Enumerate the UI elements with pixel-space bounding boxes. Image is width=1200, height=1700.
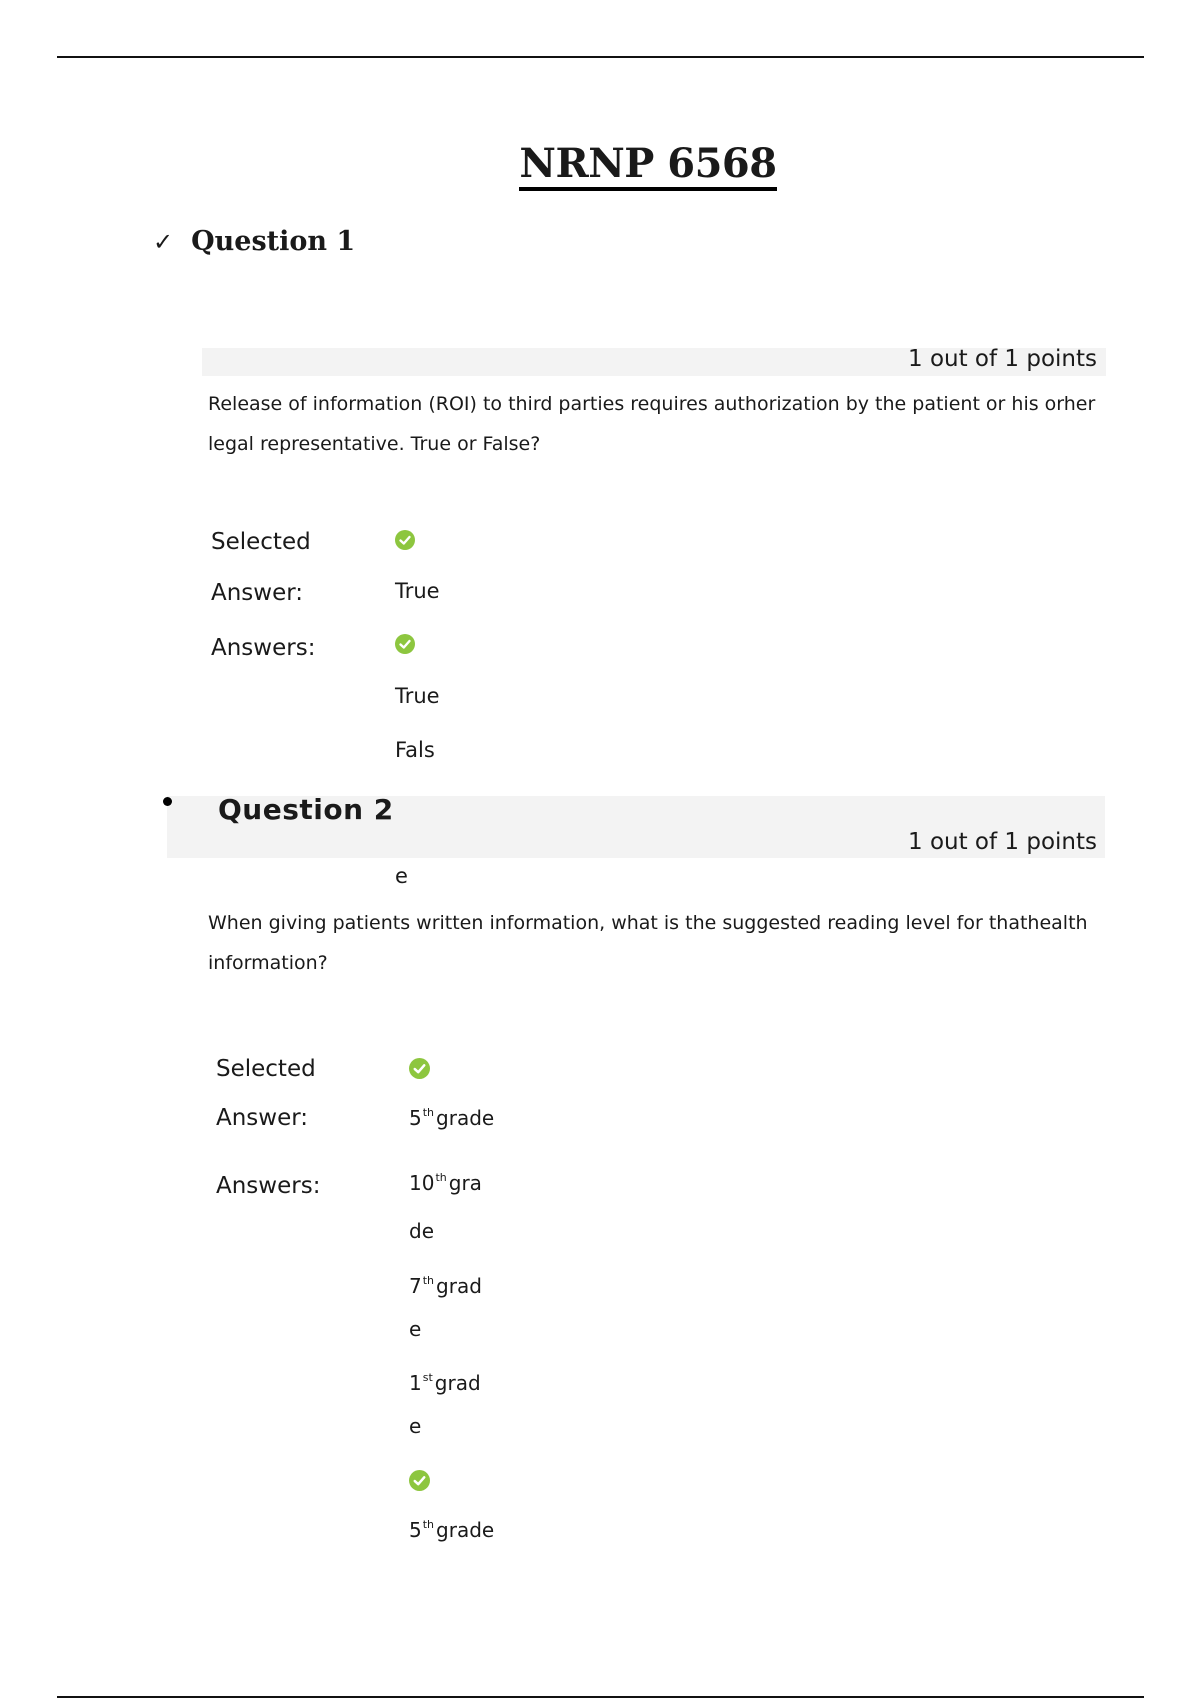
correct-check-icon	[409, 1470, 430, 1491]
checkmark-icon: ✓	[153, 228, 174, 256]
question-1-answer-option: True	[395, 684, 440, 708]
question-2-answer-option: 7th grad	[409, 1274, 482, 1298]
bullet-icon	[163, 797, 172, 806]
question-1-answers-label: Answers:	[211, 635, 316, 661]
question-1-points: 1 out of 1 points	[908, 346, 1097, 372]
question-2-answer-option: 10th gra	[409, 1171, 482, 1195]
document-title: NRNP 6568	[0, 140, 1200, 187]
question-2-answer-option-continued: e	[409, 1317, 422, 1341]
question-2-answer-option: 1st grad	[409, 1371, 481, 1395]
bottom-rule	[57, 1696, 1144, 1698]
correct-check-icon	[395, 530, 415, 550]
question-2-title: Question 2	[218, 793, 394, 826]
correct-check-icon	[409, 1058, 430, 1079]
question-2-answer-option-continued: e	[409, 1414, 422, 1438]
question-1-title: Question 1	[191, 226, 356, 257]
question-1-answer-option-continued: e	[395, 864, 408, 888]
question-2-selected-label: Selected	[216, 1056, 316, 1082]
question-2-selected-answer: 5th grade	[409, 1106, 495, 1130]
top-rule	[57, 56, 1144, 58]
question-1-answer-option: Fals	[395, 738, 435, 762]
question-1-heading	[153, 226, 355, 257]
question-2-text-line-1: When giving patients written information, what is the suggested reading level for thathealth	[208, 912, 1088, 934]
question-2-points: 1 out of 1 points	[908, 829, 1097, 855]
question-2-answers-label: Answers:	[216, 1173, 321, 1199]
question-1-text-line-1: Release of information (ROI) to third parties requires authorization by the patient or his orher	[208, 393, 1096, 415]
question-2-text-line-2: information?	[208, 952, 328, 974]
question-2-answer-label: Answer:	[216, 1105, 309, 1131]
question-2-answer-option: 5th grade	[409, 1518, 495, 1542]
correct-check-icon	[395, 634, 415, 654]
question-1-selected-label: Selected	[211, 529, 311, 555]
question-1-answer-label: Answer:	[211, 580, 304, 606]
question-1-text-line-2: legal representative. True or False?	[208, 433, 541, 455]
question-1-selected-answer: True	[395, 579, 440, 603]
question-2-answer-option-continued: de	[409, 1219, 434, 1243]
